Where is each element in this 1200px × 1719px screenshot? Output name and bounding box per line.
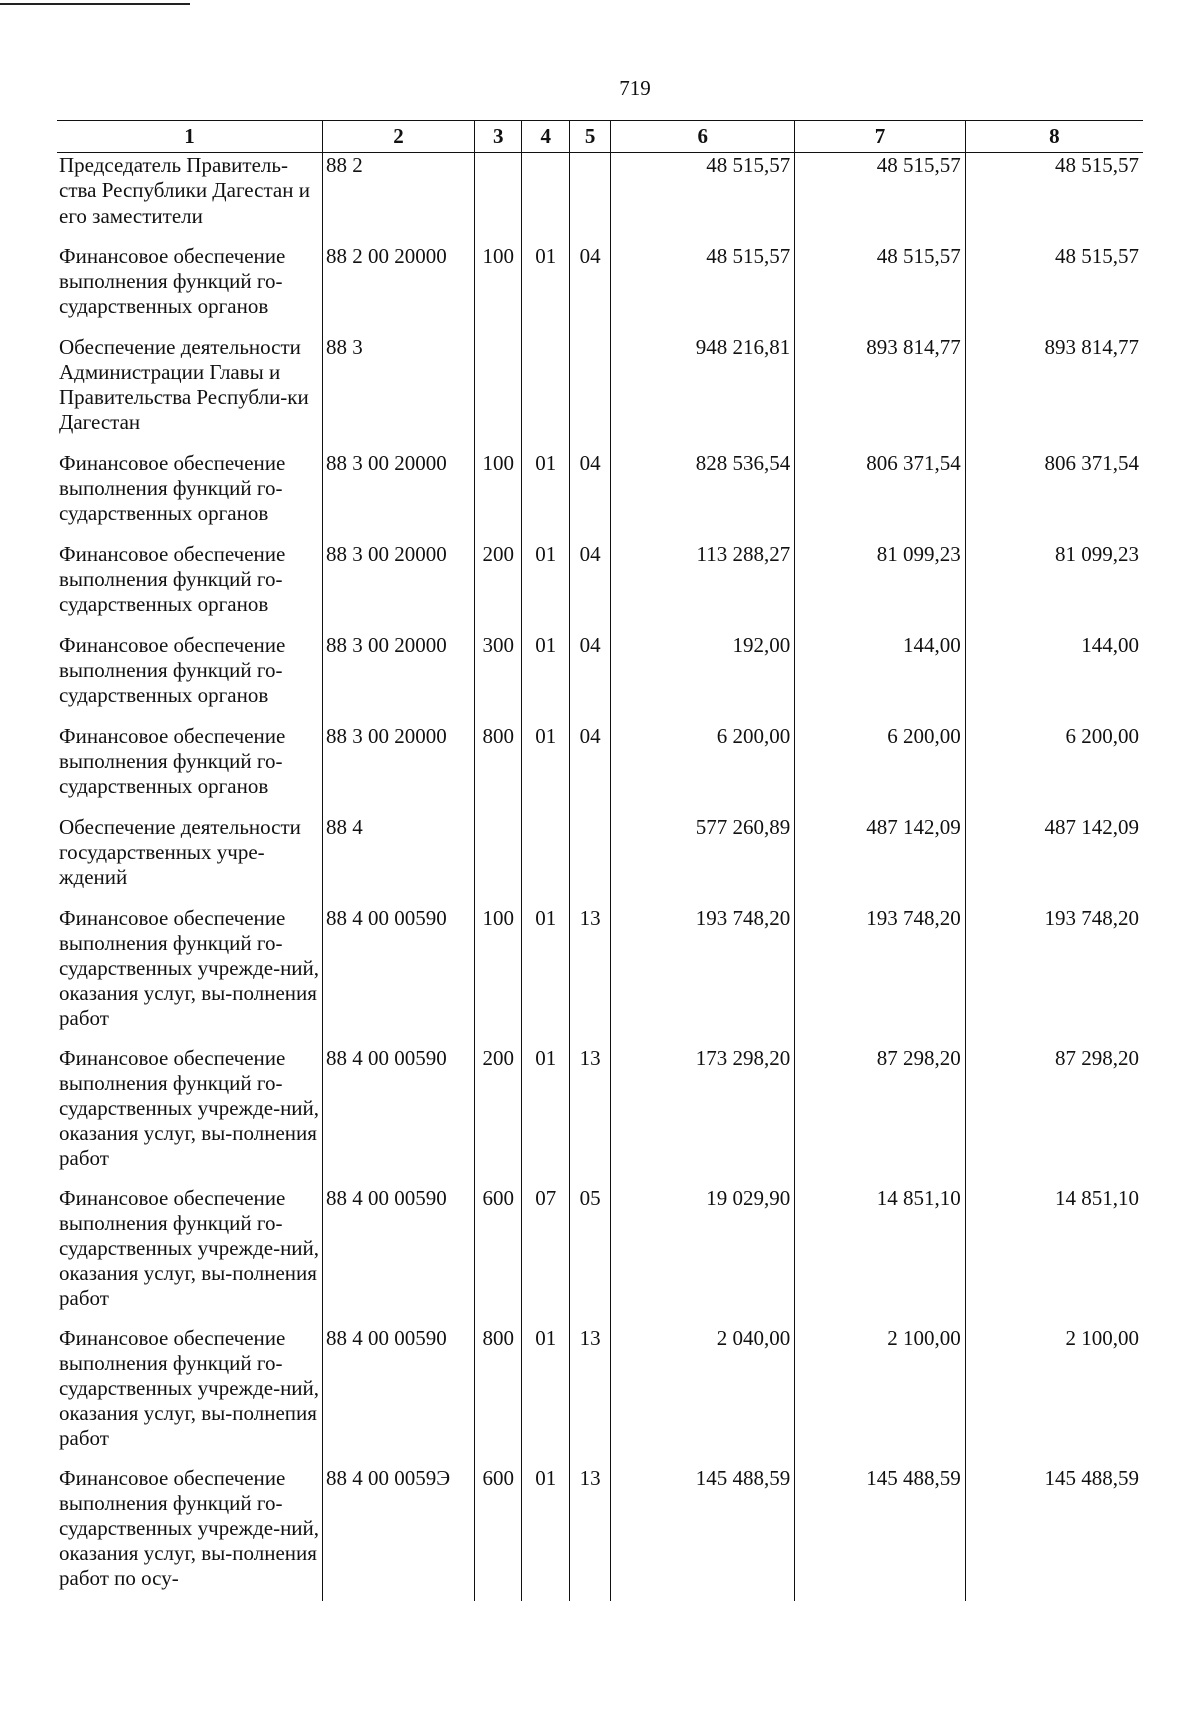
row-amount-6: 6 200,00 xyxy=(611,724,795,815)
row-amount-8: 145 488,59 xyxy=(965,1466,1143,1601)
row-rz: 01 xyxy=(522,724,570,815)
row-description: Финансовое обеспечение выполнения функций го-сударственных учрежде-ний, оказания услуг, вы-полнепия работ xyxy=(59,1325,320,1451)
row-amount-7: 81 099,23 xyxy=(795,542,965,633)
row-amount-7: 87 298,20 xyxy=(795,1046,965,1186)
row-vr xyxy=(474,815,522,906)
row-pr: 04 xyxy=(570,724,611,815)
top-rule xyxy=(0,3,190,5)
row-vr: 800 xyxy=(474,1326,522,1466)
row-pr: 04 xyxy=(570,633,611,724)
row-amount-7: 893 814,77 xyxy=(795,335,965,451)
row-rz: 01 xyxy=(522,542,570,633)
row-amount-7: 145 488,59 xyxy=(795,1466,965,1601)
row-vr: 100 xyxy=(474,451,522,542)
row-code: 88 2 xyxy=(323,153,475,244)
table-row xyxy=(57,906,1143,1046)
row-amount-6: 948 216,81 xyxy=(611,335,795,451)
column-header: 8 xyxy=(965,121,1143,153)
column-header: 5 xyxy=(570,121,611,153)
row-description: Финансовое обеспечение выполнения функций го-сударственных учрежде-ний, оказания услуг, вы-полнения работ xyxy=(59,1045,320,1171)
row-rz: 01 xyxy=(522,1466,570,1601)
row-amount-7: 806 371,54 xyxy=(795,451,965,542)
row-pr xyxy=(570,815,611,906)
row-amount-7: 487 142,09 xyxy=(795,815,965,906)
row-amount-8: 6 200,00 xyxy=(965,724,1143,815)
row-description: Финансовое обеспечение выполнения функций го-сударственных органов xyxy=(59,450,286,526)
budget-table xyxy=(57,120,1143,1601)
row-amount-8: 14 851,10 xyxy=(965,1186,1143,1326)
row-amount-7: 48 515,57 xyxy=(795,244,965,335)
row-vr: 200 xyxy=(474,1046,522,1186)
row-rz: 01 xyxy=(522,633,570,724)
row-amount-8: 193 748,20 xyxy=(965,906,1143,1046)
row-amount-7: 193 748,20 xyxy=(795,906,965,1046)
row-code: 88 2 00 20000 xyxy=(323,244,475,335)
row-code: 88 4 00 00590 xyxy=(323,1186,475,1326)
row-code: 88 4 00 00590 xyxy=(323,906,475,1046)
row-rz: 01 xyxy=(522,451,570,542)
row-amount-8: 893 814,77 xyxy=(965,335,1143,451)
row-pr xyxy=(570,153,611,244)
row-pr: 13 xyxy=(570,1046,611,1186)
row-vr: 600 xyxy=(474,1466,522,1601)
row-amount-8: 48 515,57 xyxy=(965,244,1143,335)
row-description: Финансовое обеспечение выполнения функций го-сударственных органов xyxy=(59,632,286,708)
row-amount-6: 577 260,89 xyxy=(611,815,795,906)
row-description: Председатель Правитель-ства Республики Дагестан и его заместители xyxy=(59,153,310,228)
page-number: 719 xyxy=(619,76,651,100)
row-amount-6: 145 488,59 xyxy=(611,1466,795,1601)
table-row xyxy=(57,724,1143,815)
row-amount-7: 6 200,00 xyxy=(795,724,965,815)
row-amount-7: 2 100,00 xyxy=(795,1326,965,1466)
column-header: 6 xyxy=(611,121,795,153)
table-row xyxy=(57,1326,1143,1466)
row-rz: 01 xyxy=(522,906,570,1046)
row-amount-6: 48 515,57 xyxy=(611,153,795,244)
row-pr: 04 xyxy=(570,451,611,542)
column-header: 2 xyxy=(323,121,475,153)
table-row xyxy=(57,815,1143,906)
row-description: Финансовое обеспечение выполнения функций го-сударственных органов xyxy=(59,541,286,617)
table-row xyxy=(57,1186,1143,1326)
table-row xyxy=(57,1046,1143,1186)
column-header: 3 xyxy=(474,121,522,153)
column-header: 1 xyxy=(57,121,323,153)
row-vr: 100 xyxy=(474,244,522,335)
row-amount-7: 144,00 xyxy=(795,633,965,724)
row-description: Финансовое обеспечение выполнения функций го-сударственных органов xyxy=(59,723,286,799)
row-amount-6: 193 748,20 xyxy=(611,906,795,1046)
row-amount-6: 113 288,27 xyxy=(611,542,795,633)
row-code: 88 3 00 20000 xyxy=(323,633,475,724)
row-amount-8: 806 371,54 xyxy=(965,451,1143,542)
table-row xyxy=(57,633,1143,724)
row-amount-6: 2 040,00 xyxy=(611,1326,795,1466)
row-amount-8: 48 515,57 xyxy=(965,153,1143,244)
row-rz xyxy=(522,815,570,906)
row-vr: 100 xyxy=(474,906,522,1046)
row-code: 88 3 xyxy=(323,335,475,451)
row-rz: 01 xyxy=(522,244,570,335)
row-code: 88 4 xyxy=(323,815,475,906)
row-description: Финансовое обеспечение выполнения функций го-сударственных органов xyxy=(59,243,286,319)
header-row xyxy=(57,121,1143,153)
row-amount-6: 828 536,54 xyxy=(611,451,795,542)
row-code: 88 3 00 20000 xyxy=(323,451,475,542)
row-description: Финансовое обеспечение выполнения функций го-сударственных учрежде-ний, оказания услуг, вы-полнения работ xyxy=(59,1185,320,1311)
row-amount-6: 173 298,20 xyxy=(611,1046,795,1186)
table-row xyxy=(57,153,1143,244)
row-vr xyxy=(474,153,522,244)
column-header: 4 xyxy=(522,121,570,153)
column-header: 7 xyxy=(795,121,965,153)
row-code: 88 4 00 00590 xyxy=(323,1046,475,1186)
row-pr: 13 xyxy=(570,906,611,1046)
row-pr: 04 xyxy=(570,244,611,335)
row-vr: 800 xyxy=(474,724,522,815)
row-amount-8: 144,00 xyxy=(965,633,1143,724)
row-amount-8: 2 100,00 xyxy=(965,1326,1143,1466)
row-description: Обеспечение деятельности Администрации Главы и Правительства Республи-ки Дагестан xyxy=(59,334,309,435)
row-pr: 13 xyxy=(570,1466,611,1601)
table-row xyxy=(57,1466,1143,1601)
row-pr: 13 xyxy=(570,1326,611,1466)
row-code: 88 4 00 00590 xyxy=(323,1326,475,1466)
row-amount-6: 48 515,57 xyxy=(611,244,795,335)
row-amount-8: 487 142,09 xyxy=(965,815,1143,906)
row-amount-6: 192,00 xyxy=(611,633,795,724)
row-amount-6: 19 029,90 xyxy=(611,1186,795,1326)
row-code: 88 3 00 20000 xyxy=(323,542,475,633)
row-vr: 600 xyxy=(474,1186,522,1326)
row-description: Финансовое обеспечение выполнения функций го-сударственных учрежде-ний, оказания услуг, вы-полнения работ по осу- xyxy=(59,1465,320,1591)
row-rz: 01 xyxy=(522,1046,570,1186)
row-rz: 01 xyxy=(522,1326,570,1466)
row-amount-8: 81 099,23 xyxy=(965,542,1143,633)
row-pr: 05 xyxy=(570,1186,611,1326)
table-row xyxy=(57,451,1143,542)
row-description: Обеспечение деятельности государственных учре-ждений xyxy=(59,814,301,890)
row-rz xyxy=(522,153,570,244)
row-rz xyxy=(522,335,570,451)
table-row xyxy=(57,542,1143,633)
row-rz: 07 xyxy=(522,1186,570,1326)
table-row xyxy=(57,335,1143,451)
row-amount-7: 14 851,10 xyxy=(795,1186,965,1326)
row-amount-8: 87 298,20 xyxy=(965,1046,1143,1186)
row-vr: 200 xyxy=(474,542,522,633)
row-pr: 04 xyxy=(570,542,611,633)
row-code: 88 4 00 0059Э xyxy=(323,1466,475,1601)
row-pr xyxy=(570,335,611,451)
row-amount-7: 48 515,57 xyxy=(795,153,965,244)
row-code: 88 3 00 20000 xyxy=(323,724,475,815)
row-vr: 300 xyxy=(474,633,522,724)
row-description: Финансовое обеспечение выполнения функций го-сударственных учрежде-ний, оказания услуг, вы-полнения работ xyxy=(59,905,320,1031)
row-vr xyxy=(474,335,522,451)
table-row xyxy=(57,244,1143,335)
